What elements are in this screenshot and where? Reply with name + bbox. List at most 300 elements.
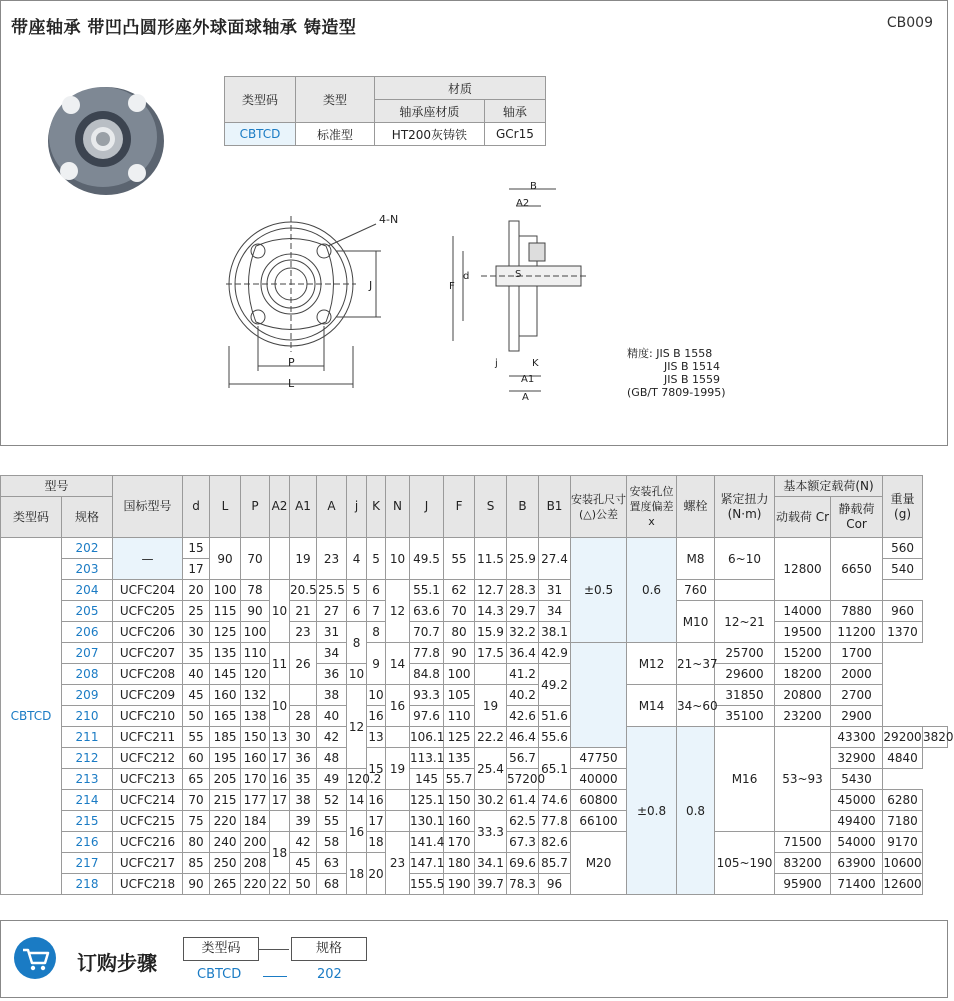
cell: 6 [347,601,367,622]
cell: 145 [210,664,241,685]
th-hole-pos: 安装孔位置度偏差x [627,476,677,538]
cell: 34~60 [677,685,715,727]
cell: 215 [210,790,241,811]
cell: 33.3 [475,811,507,853]
cell: 25.4 [475,748,507,790]
size-213: 213 [62,769,113,790]
cell: 83200 [775,853,831,874]
cell: 2900 [831,706,883,727]
cell: 240 [210,832,241,853]
cell: 6~10 [715,538,775,580]
cell: 7 [367,601,386,622]
cell: 36.4 [507,643,539,664]
cell: 130.1 [410,811,444,832]
cell [475,664,507,685]
cell: 12~21 [715,601,775,643]
cell: 39.7 [475,874,507,895]
label-f: F [449,281,455,292]
cell: 31 [317,622,347,643]
cell: 85.7 [539,853,571,874]
cell: 49 [317,769,347,790]
cell: 25700 [715,643,775,664]
cell: 135 [444,748,475,769]
cell: UCFC204 [113,580,183,601]
th-n: N [386,476,410,538]
cell: UCFC214 [113,790,183,811]
cell: 155.5 [410,874,444,895]
th-bearing: 轴承 [484,100,545,123]
th-b: B [507,476,539,538]
th-type: 类型 [296,77,375,123]
cell: 32.2 [507,622,539,643]
cell: 560 [883,538,923,559]
size-204: 204 [62,580,113,601]
cell: 53~93 [775,727,831,832]
cell: 160 [241,748,270,769]
cell: M20 [571,832,627,895]
cell: 41.2 [507,664,539,685]
cell: UCFC210 [113,706,183,727]
th-a: A [317,476,347,538]
cell: 19 [475,685,507,727]
cell [290,685,317,706]
cell: 16 [367,706,386,727]
cell: 49400 [831,811,883,832]
cell: 6280 [883,790,923,811]
cell: 16 [347,811,367,853]
cell: 17 [270,790,290,811]
th-type-code: 类型码 [225,77,296,123]
cell: 10 [347,664,367,685]
order-steps-panel [0,920,948,998]
cell: 21~37 [677,643,715,685]
th-housing-material: 轴承座材质 [375,100,485,123]
cell: 77.8 [539,811,571,832]
page-title: 带座轴承 带凹凸圆形座外球面球轴承 铸造型 [11,18,357,38]
order-type-code-box: 类型码 [183,937,259,961]
accuracy-note: 精度: JIS B 1558 JIS B 1514 JIS B 1559 (GB/T 7809-1995) [627,347,726,399]
cell: 5430 [831,769,883,790]
cell: 4 [347,538,367,580]
cell: 22 [270,874,290,895]
cell: 15.9 [475,622,507,643]
cell: UCFC216 [113,832,183,853]
label-k: K [532,358,539,369]
cell: 78.3 [507,874,539,895]
cell: 10 [270,580,290,643]
th-iso: 国标型号 [113,476,183,538]
cell: 115 [210,601,241,622]
material-table [224,76,546,146]
size-205: 205 [62,601,113,622]
cell: 90 [210,538,241,580]
front-view-drawing [216,206,401,396]
type-code-cell: CBTCD [1,538,62,895]
th-cr: 动载荷 Cr [775,497,831,538]
cell: 23 [317,538,347,580]
cell: 16 [270,769,290,790]
size-211: 211 [62,727,113,748]
cell: 60 [183,748,210,769]
cell: 7180 [883,811,923,832]
cell: 80 [444,622,475,643]
cell: 69.6 [507,853,539,874]
cell [270,538,290,580]
order-value-connector [263,976,287,977]
cell: 42.6 [507,706,539,727]
cell: 57200 [507,769,539,790]
cell: 5 [347,580,367,601]
cell: 106.1 [410,727,444,748]
cell: 18 [367,832,386,853]
cell: 11.5 [475,538,507,580]
cell: 145 [410,769,444,790]
cell: 135 [210,643,241,664]
cell: 35 [290,769,317,790]
cell: M10 [677,601,715,643]
pos-a: 0.6 [627,538,677,643]
cell: 6 [367,580,386,601]
cell: 61.4 [507,790,539,811]
cell: 50 [183,706,210,727]
cell: 165 [210,706,241,727]
cell: 29.7 [507,601,539,622]
cell: UCFC215 [113,811,183,832]
cell: 2000 [831,664,883,685]
th-f: F [444,476,475,538]
cell: 14 [347,790,367,811]
cell: 7880 [831,601,883,622]
cell: 138 [241,706,270,727]
cell: 36 [317,664,347,685]
cell: 90 [444,643,475,664]
size-216: 216 [62,832,113,853]
cell: 200 [241,832,270,853]
cell: 62 [444,580,475,601]
cell: 20 [183,580,210,601]
cell: 77.8 [410,643,444,664]
th-a2: A2 [270,476,290,538]
cell: 16 [386,685,410,727]
cell: 14 [386,643,410,685]
cell: 78 [241,580,270,601]
th-model: 型号 [1,476,113,497]
type-value: 标准型 [296,123,375,146]
cell: 190 [444,874,475,895]
cell: 195 [210,748,241,769]
label-j-small: j [495,358,498,369]
cell: 85 [183,853,210,874]
cell: 56.7 [507,748,539,769]
cell: 34.1 [475,853,507,874]
cell [386,727,410,748]
cell: 100 [210,580,241,601]
label-b: B [530,181,537,192]
cell: 27 [317,601,347,622]
cell: 208 [241,853,270,874]
cell: 12800 [775,538,831,601]
cell: 31850 [715,685,775,706]
cell: 26 [290,643,317,685]
order-type-code-value: CBTCD [197,967,242,982]
cell: 95900 [775,874,831,895]
cell: 160 [444,811,475,832]
cell: 55.6 [539,727,571,748]
cell: UCFC213 [113,769,183,790]
order-connector [259,949,289,950]
bearing-value: GCr15 [484,123,545,146]
cell: 55 [183,727,210,748]
cell: 38 [317,685,347,706]
cell: 100 [241,622,270,643]
cell: 42 [317,727,347,748]
cell: 40 [183,664,210,685]
cell: UCFC211 [113,727,183,748]
size-214: 214 [62,790,113,811]
cell: 34 [317,643,347,664]
cell: 10 [386,538,410,580]
size-207: 207 [62,643,113,664]
cell: 71500 [775,832,831,853]
cell: 3820 [923,727,948,748]
cell: 220 [241,874,270,895]
housing-material-value: HT200灰铸铁 [375,123,485,146]
cell: 40 [317,706,347,727]
th-bolt: 螺栓 [677,476,715,538]
th-s: S [475,476,507,538]
th-hole-tol: 安装孔尺寸(△)公差 [571,476,627,538]
cell: 15 [183,538,210,559]
cell: 63.6 [410,601,444,622]
size-209: 209 [62,685,113,706]
product-panel [0,0,948,446]
cell: UCFC206 [113,622,183,643]
cell: 16 [367,790,386,811]
cell: 49.2 [539,664,571,706]
cell: 141.4 [410,832,444,853]
size-203: 203 [62,559,113,580]
cell: 28 [290,706,317,727]
cell: 12.7 [475,580,507,601]
cell: 30 [290,727,317,748]
label-d: d [463,271,470,282]
cell: 2700 [831,685,883,706]
cell: 36 [290,748,317,769]
label-a: A [522,392,529,403]
cell: 170 [241,769,270,790]
iso-202: — [113,538,183,580]
th-torque: 紧定扭力(N·m) [715,476,775,538]
cell: 6650 [831,538,883,601]
cell: 12600 [883,874,923,895]
cell: 93.3 [410,685,444,706]
cell: 45000 [831,790,883,811]
cell: 70 [444,601,475,622]
cell: 35100 [715,706,775,727]
label-s: S [515,269,522,280]
cell [386,790,410,811]
cell: 42 [290,832,317,853]
cell: 12 [386,580,410,643]
cell: 60800 [571,790,627,811]
spec-table [0,475,954,895]
size-210: 210 [62,706,113,727]
cell: 20 [367,853,386,895]
th-size: 规格 [62,497,113,538]
cell: 31 [539,580,571,601]
cell: 38.1 [539,622,571,643]
cell: UCFC205 [113,601,183,622]
cell: 540 [883,559,923,580]
label-j: J [369,279,373,292]
label-p: P [288,356,295,369]
cell: 125 [210,622,241,643]
cell: 110 [241,643,270,664]
cell: 25 [183,601,210,622]
cell: UCFC217 [113,853,183,874]
order-title: 订购步骤 [77,951,157,975]
cell: 10 [367,685,386,706]
cell: 38 [290,790,317,811]
cell: M16 [715,727,775,832]
cell: 120.2 [347,769,367,790]
cell: 66100 [571,811,627,832]
cell: 20.5 [290,580,317,601]
cell: 68 [317,874,347,895]
cell: 29600 [715,664,775,685]
cell: 35 [183,643,210,664]
cell: 150 [241,727,270,748]
cell: 43300 [831,727,883,748]
cell: 185 [210,727,241,748]
cell: 760 [677,580,715,601]
th-p: P [241,476,270,538]
cell: 15 [367,748,386,790]
cell: 48 [317,748,347,769]
cell: 11 [270,643,290,685]
cell: 18200 [775,664,831,685]
cell: 113.1 [410,748,444,769]
cell: 17 [367,811,386,832]
cell: 147.1 [410,853,444,874]
cell: 19500 [775,622,831,643]
cell: 75 [183,811,210,832]
cell: 82.6 [539,832,571,853]
cell: 8 [367,622,386,643]
cell: 205 [210,769,241,790]
label-a1: A1 [521,374,535,385]
th-cor: 静载荷 Cor [831,497,883,538]
cell: 47750 [571,748,627,769]
cell: 40.2 [507,685,539,706]
tol-b: ±0.8 [627,727,677,895]
cell: 17.5 [475,643,507,664]
cell: 150 [444,790,475,811]
cell: 105 [444,685,475,706]
order-size-box: 规格 [291,937,367,961]
size-206: 206 [62,622,113,643]
cart-icon [14,937,56,979]
th-weight: 重量(g) [883,476,923,538]
cell: 52 [317,790,347,811]
cell: 25.9 [507,538,539,580]
cell: 180 [444,853,475,874]
cell: 55.1 [410,580,444,601]
th-jj: J [410,476,444,538]
th-k: K [367,476,386,538]
cell: 45 [183,685,210,706]
cell: 90 [241,601,270,622]
cell: 120 [241,664,270,685]
cell: UCFC218 [113,874,183,895]
product-photo [41,79,171,199]
cell: 8 [347,622,367,664]
catalog-code: CB009 [886,15,933,31]
side-view-drawing [441,181,591,406]
th-load: 基本额定载荷(N) [775,476,883,497]
cell: 32900 [831,748,883,769]
cell: 5 [367,538,386,580]
cell: 50 [290,874,317,895]
cell: 63 [317,853,347,874]
cell: 30.2 [475,790,507,811]
cell: M14 [627,685,677,727]
cell: 27.4 [539,538,571,580]
cell: 58 [317,832,347,853]
cell: 96 [539,874,571,895]
cell: 18 [270,832,290,874]
th-j: j [347,476,367,538]
cell: 17 [183,559,210,580]
cell: 62.5 [507,811,539,832]
cell: 55 [444,538,475,580]
cell: 160 [210,685,241,706]
th-type-code: 类型码 [1,497,62,538]
cell: UCFC208 [113,664,183,685]
cell: 19 [386,748,410,790]
cell: 63900 [831,853,883,874]
cell: 960 [883,601,923,622]
cell: 125.1 [410,790,444,811]
cell: 84.8 [410,664,444,685]
cell: 17 [270,748,290,769]
size-218: 218 [62,874,113,895]
size-212: 212 [62,748,113,769]
cell: 74.6 [539,790,571,811]
th-d: d [183,476,210,538]
cell: 97.6 [410,706,444,727]
pos-b-spacer [571,643,627,748]
cell [386,811,410,832]
cell: 67.3 [507,832,539,853]
cell: 34 [539,601,571,622]
cell: 265 [210,874,241,895]
cell: 110 [444,706,475,727]
cell: 30 [183,622,210,643]
cell: 70 [183,790,210,811]
size-202: 202 [62,538,113,559]
cell: 184 [241,811,270,832]
cell: 10 [270,685,290,727]
cell: 29200 [883,727,923,748]
cell: 1370 [883,622,923,643]
cell: 14000 [775,601,831,622]
th-material: 材质 [375,77,546,100]
cell: 28.3 [507,580,539,601]
cell: M12 [627,643,677,685]
cell: 105~190 [715,832,775,895]
pos-b: 0.8 [677,727,715,895]
